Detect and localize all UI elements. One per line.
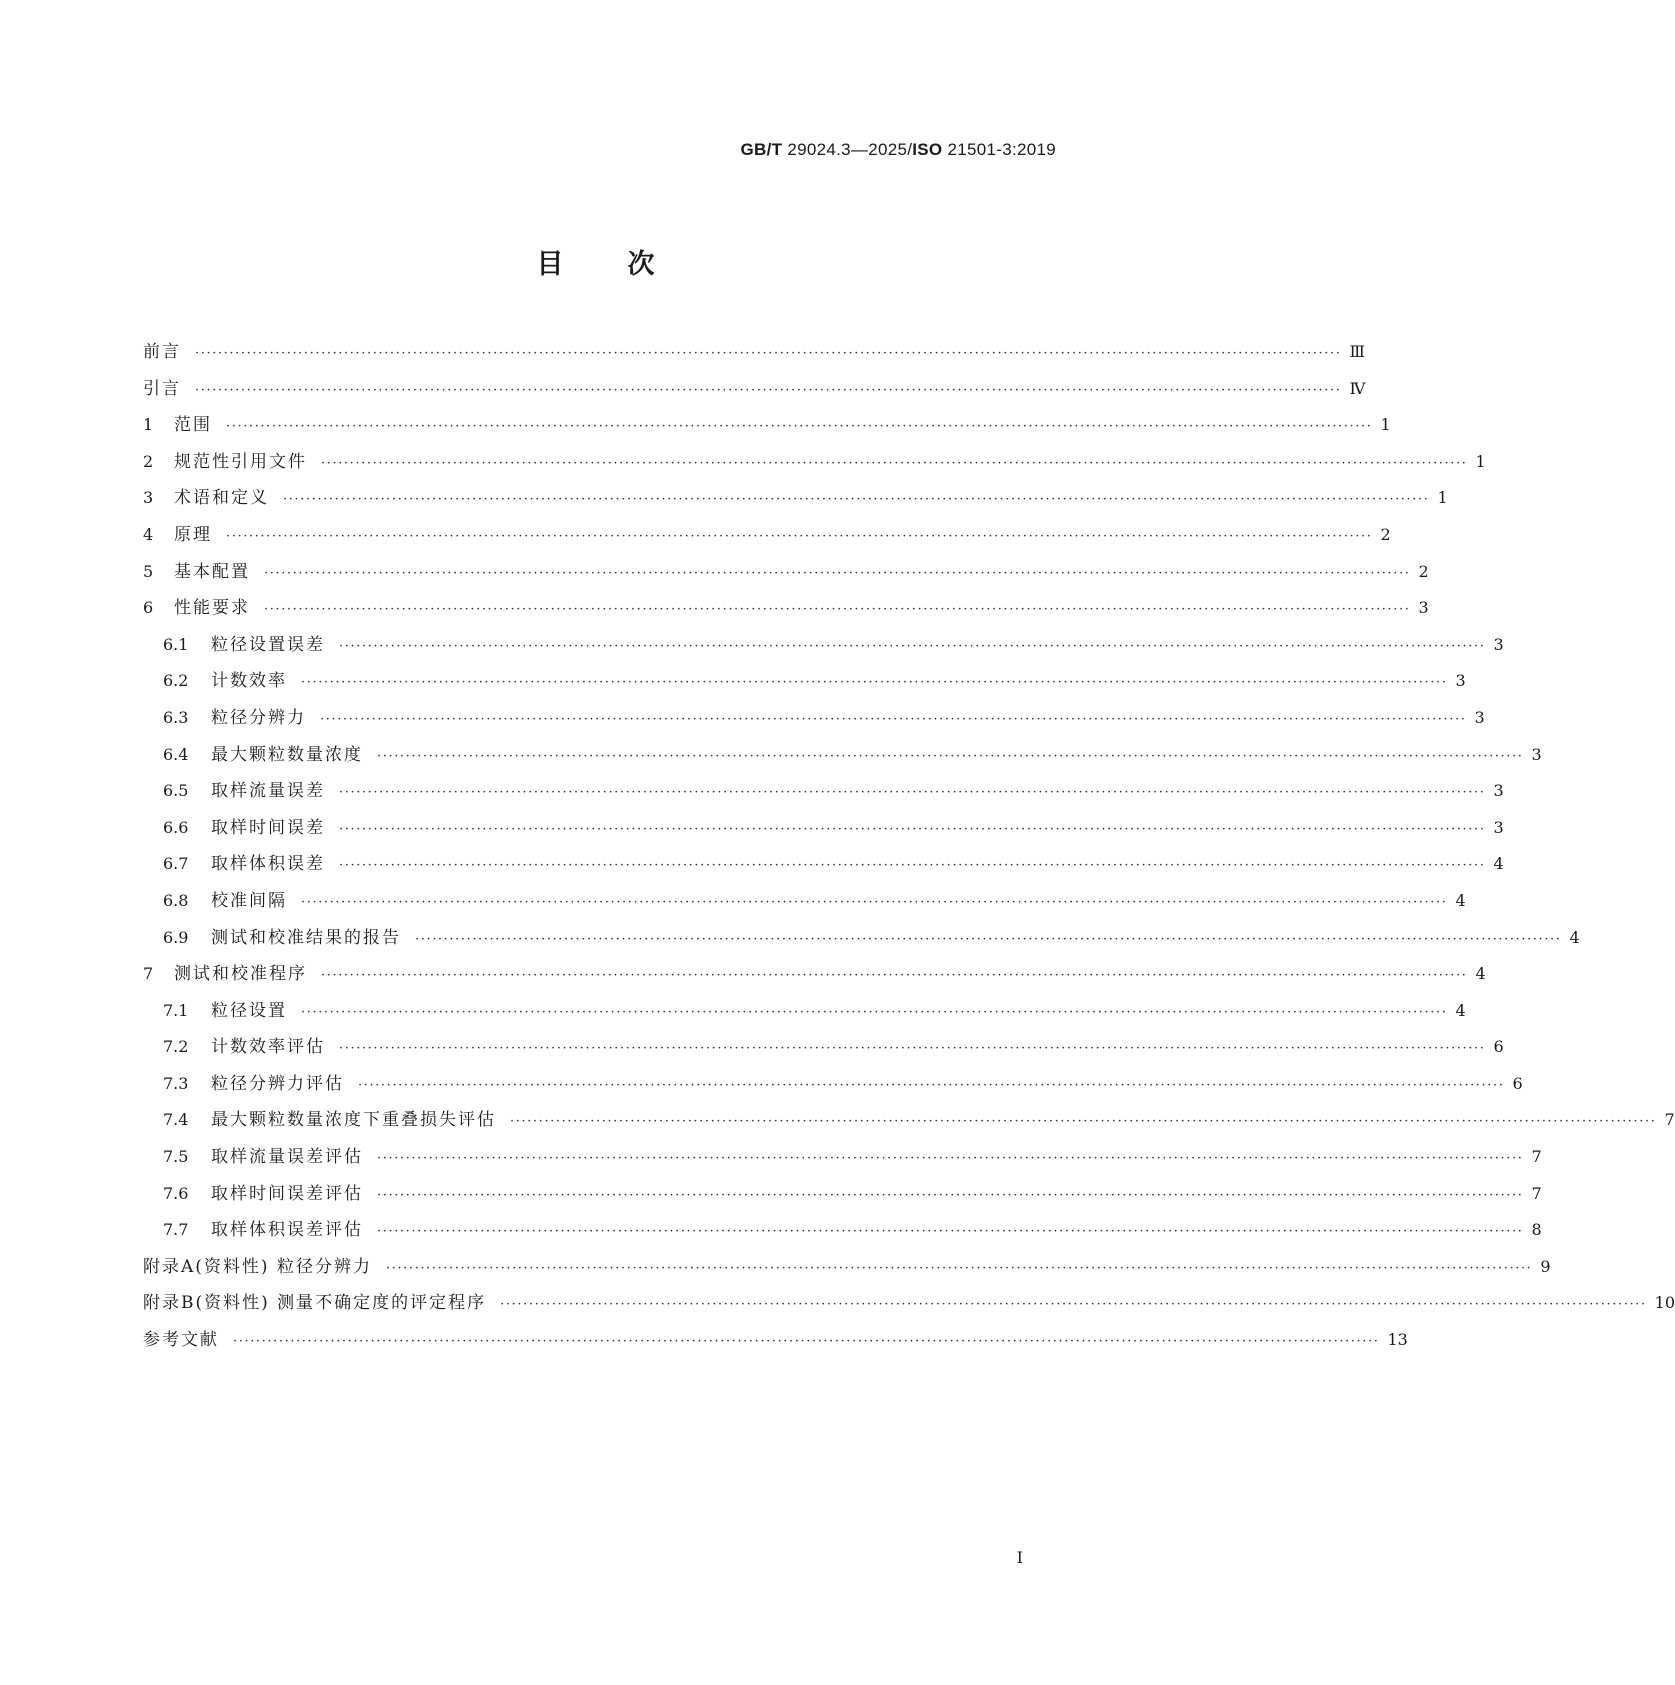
toc-entry-label: 取样时间误差: [211, 817, 325, 838]
toc-entry[interactable]: [143, 849, 1504, 886]
toc-entry-number: 7.7: [163, 1220, 189, 1240]
toc-entry-label: 规范性引用文件: [174, 451, 307, 472]
toc-dot-leader: ········································································································································································································: [510, 1114, 1657, 1130]
toc-dot-leader: ········································································································································································································: [377, 748, 1524, 764]
toc-entry-page: 3: [1455, 671, 1466, 691]
toc-entry-label: 粒径分辨力: [211, 707, 306, 728]
toc-entry-number: 6.1: [163, 634, 189, 654]
toc-entry-number: 7: [143, 964, 154, 984]
toc-entry[interactable]: [143, 483, 1448, 520]
toc-entry-label: 引言: [143, 378, 181, 399]
toc-entry-number: 7.1: [163, 1000, 189, 1020]
toc-entry-number: 6.4: [163, 744, 189, 764]
toc-entry[interactable]: [143, 886, 1466, 923]
toc-entry-page: 9: [1540, 1256, 1551, 1276]
toc-entry-label: 校准间隔: [211, 890, 287, 911]
toc-entry[interactable]: [143, 703, 1485, 740]
toc-entry-label: 测试和校准结果的报告: [211, 927, 401, 948]
toc-entry-number: 4: [143, 524, 154, 544]
toc-entry[interactable]: [143, 410, 1391, 447]
toc-entry-label: 基本配置: [174, 561, 250, 582]
toc-dot-leader: ········································································································································································································: [415, 931, 1562, 947]
toc-entry-label: 原理: [174, 524, 212, 545]
toc-entry-number: 6.5: [163, 781, 189, 801]
toc-dot-leader: ········································································································································································································: [500, 1297, 1647, 1313]
toc-entry-page: 7: [1531, 1183, 1542, 1203]
toc-entry[interactable]: [143, 959, 1486, 996]
toc-dot-leader: ········································································································································································································: [195, 382, 1342, 398]
toc-dot-leader: ········································································································································································································: [226, 419, 1373, 435]
toc-entry-label: 前言: [143, 342, 181, 362]
toc-entry-label: 参考文献: [143, 1330, 219, 1351]
toc-entry-page: 3: [1493, 634, 1504, 654]
toc-dot-leader: ········································································································································································································: [301, 1004, 1448, 1020]
toc-entry-label: 粒径分辨力评估: [211, 1073, 344, 1094]
toc-dot-leader: ········································································································································································································: [339, 1041, 1486, 1057]
toc-entry-page: 4: [1569, 927, 1580, 947]
toc-entry-number: 7.6: [163, 1183, 189, 1203]
toc-entry[interactable]: [143, 1179, 1542, 1216]
toc-entry-label: 计数效率评估: [211, 1037, 325, 1058]
toc-entry[interactable]: [143, 337, 1365, 374]
toc-entry-page: 6: [1493, 1037, 1504, 1057]
toc-entry-label: 测试和校准程序: [174, 964, 307, 985]
toc-entry-label: 取样体积误差评估: [211, 1220, 363, 1241]
toc-entry[interactable]: [143, 1215, 1542, 1252]
doc-code-main: 29024.3—2025/: [782, 140, 913, 159]
toc-dot-leader: ········································································································································································································: [283, 492, 1430, 508]
toc-entry-page: 2: [1418, 561, 1429, 581]
toc-entry[interactable]: [143, 520, 1391, 557]
toc-entry-page: 4: [1475, 964, 1486, 984]
toc-dot-leader: ········································································································································································································: [195, 346, 1342, 361]
toc-entry[interactable]: [143, 1069, 1523, 1106]
toc-dot-leader: ········································································································································································································: [339, 821, 1486, 837]
toc-entry[interactable]: [143, 1325, 1408, 1362]
toc-entry-number: 5: [143, 561, 154, 581]
toc-entry-label: 取样体积误差: [211, 854, 325, 875]
toc-entry-label: 取样流量误差: [211, 781, 325, 802]
toc-entry[interactable]: [143, 447, 1486, 484]
toc-entry-number: 6.8: [163, 890, 189, 910]
toc-dot-leader: ········································································································································································································: [320, 711, 1467, 727]
toc-entry-page: 3: [1418, 598, 1429, 618]
toc-entry-page: 4: [1455, 1000, 1466, 1020]
toc-entry[interactable]: [143, 374, 1366, 411]
toc-dot-leader: ········································································································································································································: [301, 675, 1448, 691]
toc-entry-number: 6.3: [163, 707, 189, 727]
toc-entry-number: 6.9: [163, 927, 189, 947]
toc-dot-leader: ········································································································································································································: [233, 1334, 1380, 1350]
toc-entry[interactable]: [143, 630, 1504, 667]
toc-entry-page: 7: [1531, 1147, 1542, 1167]
table-of-contents: [143, 337, 1675, 1362]
doc-code-iso: ISO: [912, 140, 943, 159]
toc-entry[interactable]: [143, 593, 1429, 630]
toc-entry-label: 最大颗粒数量浓度下重叠损失评估: [211, 1110, 496, 1131]
page-number: Ⅰ: [1016, 1548, 1023, 1567]
doc-code-iso-number: 21501-3:2019: [942, 140, 1056, 159]
toc-entry-page: 2: [1380, 524, 1391, 544]
toc-entry[interactable]: [143, 740, 1542, 777]
toc-entry[interactable]: [143, 1105, 1675, 1142]
toc-entry-number: 6.7: [163, 854, 189, 874]
toc-entry-page: 10: [1654, 1293, 1675, 1313]
toc-entry[interactable]: [143, 1032, 1504, 1069]
toc-entry-label: 最大颗粒数量浓度: [211, 744, 363, 765]
toc-dot-leader: ········································································································································································································: [264, 602, 1411, 618]
toc-entry[interactable]: [143, 923, 1580, 960]
toc-entry-page: 8: [1531, 1220, 1542, 1240]
toc-entry[interactable]: [143, 1252, 1551, 1289]
toc-entry[interactable]: [143, 813, 1504, 850]
toc-entry-label: 附录A(资料性) 粒径分辨力: [143, 1256, 372, 1277]
toc-entry-label: 粒径设置: [211, 1000, 287, 1021]
toc-entry-page: 1: [1380, 415, 1391, 435]
toc-dot-leader: ········································································································································································································: [377, 1151, 1524, 1167]
toc-entry-page: 3: [1493, 781, 1504, 801]
toc-entry-number: 7.2: [163, 1037, 189, 1057]
toc-entry-number: 3: [143, 488, 154, 508]
toc-dot-leader: ········································································································································································································: [377, 1224, 1524, 1240]
toc-entry-number: 6.2: [163, 671, 189, 691]
toc-entry[interactable]: [143, 557, 1429, 594]
toc-entry-label: 附录B(资料性) 测量不确定度的评定程序: [143, 1293, 487, 1314]
toc-entry-page: 4: [1455, 890, 1466, 910]
toc-entry-label: 计数效率: [211, 671, 287, 692]
toc-dot-leader: ········································································································································································································: [339, 785, 1486, 801]
toc-dot-leader: ········································································································································································································: [321, 455, 1468, 471]
toc-dot-leader: ········································································································································································································: [264, 565, 1411, 581]
toc-dot-leader: ········································································································································································································: [377, 1187, 1524, 1203]
toc-entry[interactable]: [143, 1142, 1542, 1179]
document-code: [741, 140, 1056, 160]
toc-entry-page: 1: [1437, 488, 1448, 508]
page-title: 目次: [536, 249, 719, 280]
toc-entry-label: 范围: [174, 415, 212, 436]
toc-entry-label: 术语和定义: [174, 488, 269, 509]
toc-entry-page: 1: [1475, 451, 1486, 471]
toc-dot-leader: ········································································································································································································: [339, 858, 1486, 874]
toc-entry-page: Ⅲ: [1349, 342, 1365, 361]
toc-dot-leader: ········································································································································································································: [301, 894, 1448, 910]
toc-entry[interactable]: [143, 666, 1466, 703]
toc-entry-page: 7: [1664, 1110, 1675, 1130]
toc-entry-label: 性能要求: [174, 598, 250, 619]
toc-dot-leader: ········································································································································································································: [339, 638, 1486, 654]
toc-entry[interactable]: [143, 776, 1504, 813]
toc-entry-label: 取样时间误差评估: [211, 1183, 363, 1204]
toc-entry-number: 7.5: [163, 1147, 189, 1167]
toc-entry-page: 6: [1512, 1073, 1523, 1093]
doc-code-gb: GB/T: [740, 140, 783, 159]
toc-entry-page: Ⅳ: [1349, 378, 1366, 398]
toc-entry-page: 3: [1493, 817, 1504, 837]
toc-entry-number: 7.4: [163, 1110, 189, 1130]
toc-entry-number: 6: [143, 598, 154, 618]
toc-entry-number: 2: [143, 451, 154, 471]
toc-entry-page: 3: [1531, 744, 1542, 764]
toc-dot-leader: ········································································································································································································: [321, 968, 1468, 984]
toc-entry-page: 13: [1387, 1330, 1408, 1350]
toc-dot-leader: ········································································································································································································: [226, 528, 1373, 544]
toc-entry[interactable]: [143, 996, 1466, 1033]
toc-entry-label: 粒径设置误差: [211, 634, 325, 655]
toc-entry-number: 7.3: [163, 1073, 189, 1093]
toc-entry-number: 1: [143, 415, 154, 435]
toc-entry[interactable]: [143, 1288, 1675, 1325]
toc-entry-page: 3: [1474, 707, 1485, 727]
toc-dot-leader: ········································································································································································································: [358, 1077, 1505, 1093]
toc-entry-label: 取样流量误差评估: [211, 1147, 363, 1168]
toc-dot-leader: ········································································································································································································: [385, 1260, 1533, 1276]
toc-entry-page: 4: [1493, 854, 1504, 874]
toc-entry-number: 6.6: [163, 817, 189, 837]
